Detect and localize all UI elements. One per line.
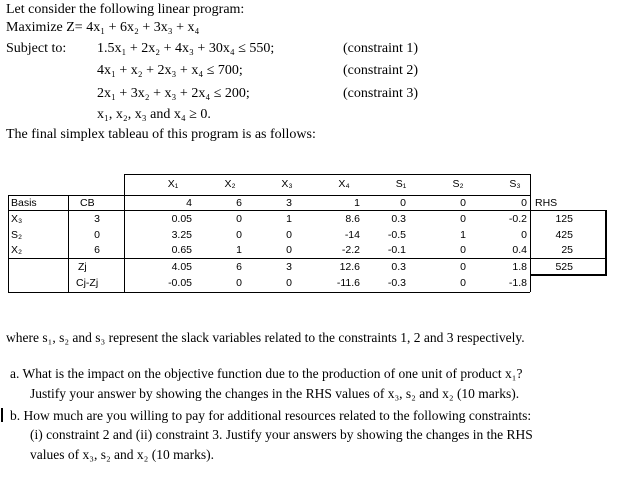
slack-variables-note: where s₁, s₂ and s₃ represent the slack variables related to the constraints 1, 2 and 3 respectively. bbox=[6, 330, 525, 345]
row3-s1: -0.1 bbox=[387, 244, 406, 256]
rhs-rule-bottom bbox=[530, 274, 606, 276]
row2-x2: 0 bbox=[236, 229, 242, 241]
cj-s2: 0 bbox=[460, 197, 466, 209]
cj-x3: 3 bbox=[286, 197, 292, 209]
objective-label: Maximize Z= bbox=[6, 20, 87, 35]
zj-label: Zj bbox=[78, 261, 87, 273]
row2-basis: S₂ bbox=[11, 229, 23, 241]
row3-x4: -2.2 bbox=[341, 244, 360, 256]
subject-to-label: Subject to: bbox=[6, 41, 67, 56]
rhs-column-divider bbox=[530, 174, 531, 292]
row2-rhs: 425 bbox=[555, 229, 573, 241]
header-x4: X₄ bbox=[338, 178, 350, 190]
row1-s3: -0.2 bbox=[508, 213, 527, 225]
cb-column-divider bbox=[124, 174, 125, 292]
row1-x1: 0.05 bbox=[171, 213, 192, 225]
objective-line bbox=[6, 20, 199, 36]
cb-label: CB bbox=[80, 197, 95, 209]
header-s1: S₁ bbox=[395, 178, 407, 190]
question-a-line-1: a. What is the impact on the objective function due to the production of one unit of product x₁? bbox=[10, 366, 523, 381]
row2-s3: 0 bbox=[521, 229, 527, 241]
row1-rhs: 125 bbox=[555, 213, 573, 225]
row2-x1: 3.25 bbox=[171, 229, 192, 241]
question-b-margin-bar bbox=[1, 408, 3, 422]
cjzj-x4: -11.6 bbox=[336, 277, 360, 289]
intro-text: Let consider the following linear program: bbox=[6, 2, 245, 17]
question-a-line-2: Justify your answer by showing the changes in the RHS values of x₃, s₂ and x₂ (10 marks). bbox=[30, 386, 520, 401]
row1-x4: 8.6 bbox=[345, 213, 360, 225]
table-rule-header bbox=[8, 210, 606, 211]
constraint-3-expression: 2x₁ + 3x₂ + x₃ + 2x₄ ≤ 200; bbox=[97, 86, 250, 101]
constraint-1-expression: 1.5x₁ + 2x₂ + 4x₃ + 30x₄ ≤ 550; bbox=[97, 41, 275, 56]
cjzj-s3: -1.8 bbox=[508, 277, 527, 289]
row3-s2: 0 bbox=[460, 244, 466, 256]
question-b-line-1: b. How much are you willing to pay for additional resources related to the following constraints: bbox=[10, 408, 532, 423]
zj-rhs: 525 bbox=[555, 261, 573, 273]
zj-x2: 6 bbox=[236, 261, 242, 273]
cj-zj-label: Cj-Zj bbox=[76, 277, 99, 289]
question-b-line-2: (i) constraint 2 and (ii) constraint 3. Justify your answers by showing the changes in the RHS bbox=[30, 427, 533, 442]
row2-x3: 0 bbox=[286, 229, 292, 241]
table-border-left bbox=[8, 195, 9, 292]
row2-s2: 1 bbox=[460, 229, 466, 241]
cjzj-x2: 0 bbox=[236, 277, 242, 289]
cj-s1: 0 bbox=[400, 197, 406, 209]
header-s2: S₂ bbox=[452, 178, 464, 190]
basis-label: Basis bbox=[11, 197, 37, 209]
row2-x4: -14 bbox=[344, 229, 360, 241]
zj-x4: 12.6 bbox=[339, 261, 360, 273]
rhs-border-right bbox=[605, 210, 607, 276]
row1-basis: X₃ bbox=[11, 213, 23, 225]
cj-x1: 4 bbox=[186, 197, 192, 209]
zj-s1: 0.3 bbox=[391, 261, 406, 273]
row3-x2: 1 bbox=[236, 244, 242, 256]
cjzj-s1: -0.3 bbox=[387, 277, 406, 289]
row3-basis: X₂ bbox=[11, 244, 23, 256]
zj-x3: 3 bbox=[286, 261, 292, 273]
constraint-2-expression: 4x₁ + x₂ + 2x₃ + x₄ ≤ 700; bbox=[97, 63, 243, 78]
cj-x4: 1 bbox=[354, 197, 360, 209]
row2-s1: -0.5 bbox=[387, 229, 406, 241]
zj-x1: 4.05 bbox=[171, 261, 192, 273]
row1-s2: 0 bbox=[460, 213, 466, 225]
table-rule-cj bbox=[8, 195, 530, 196]
tableau-intro-text: The final simplex tableau of this program is as follows: bbox=[6, 127, 316, 142]
row3-x3: 0 bbox=[286, 244, 292, 256]
row3-s3: 0.4 bbox=[512, 244, 527, 256]
row3-x1: 0.65 bbox=[171, 244, 192, 256]
row1-x2: 0 bbox=[236, 213, 242, 225]
nonnegativity-constraint: x₁, x₂, x₃ and x₄ ≥ 0. bbox=[97, 107, 211, 122]
cjzj-s2: 0 bbox=[460, 277, 466, 289]
cj-s3: 0 bbox=[521, 197, 527, 209]
table-rule-bottom bbox=[8, 292, 530, 293]
row1-x3: 1 bbox=[286, 213, 292, 225]
cjzj-x3: 0 bbox=[286, 277, 292, 289]
row1-s1: 0.3 bbox=[391, 213, 406, 225]
basis-column-divider bbox=[68, 195, 69, 292]
constraint-1-tag: (constraint 1) bbox=[343, 41, 419, 56]
table-rule-body bbox=[8, 258, 606, 259]
header-x2: X₂ bbox=[224, 178, 236, 190]
question-b-line-3: values of x₃, s₂ and x₂ (10 marks). bbox=[30, 447, 214, 462]
rhs-label: RHS bbox=[535, 197, 558, 209]
header-x3: X₃ bbox=[281, 178, 293, 190]
header-s3: S₃ bbox=[509, 178, 521, 190]
constraint-3-tag: (constraint 3) bbox=[343, 86, 419, 101]
header-x1: X₁ bbox=[167, 178, 179, 190]
cj-x2: 6 bbox=[236, 197, 242, 209]
row3-rhs: 25 bbox=[561, 244, 573, 256]
zj-s3: 1.8 bbox=[512, 261, 527, 273]
row1-cb: 3 bbox=[94, 213, 100, 225]
table-border-top bbox=[124, 174, 530, 175]
row3-cb: 6 bbox=[94, 244, 100, 256]
row2-cb: 0 bbox=[94, 229, 100, 241]
cjzj-x1: -0.05 bbox=[168, 277, 192, 289]
zj-s2: 0 bbox=[460, 261, 466, 273]
constraint-2-tag: (constraint 2) bbox=[343, 63, 419, 78]
objective-expression: 4x₁ + 6x₂ + 3x₃ + x₄ bbox=[86, 20, 200, 35]
